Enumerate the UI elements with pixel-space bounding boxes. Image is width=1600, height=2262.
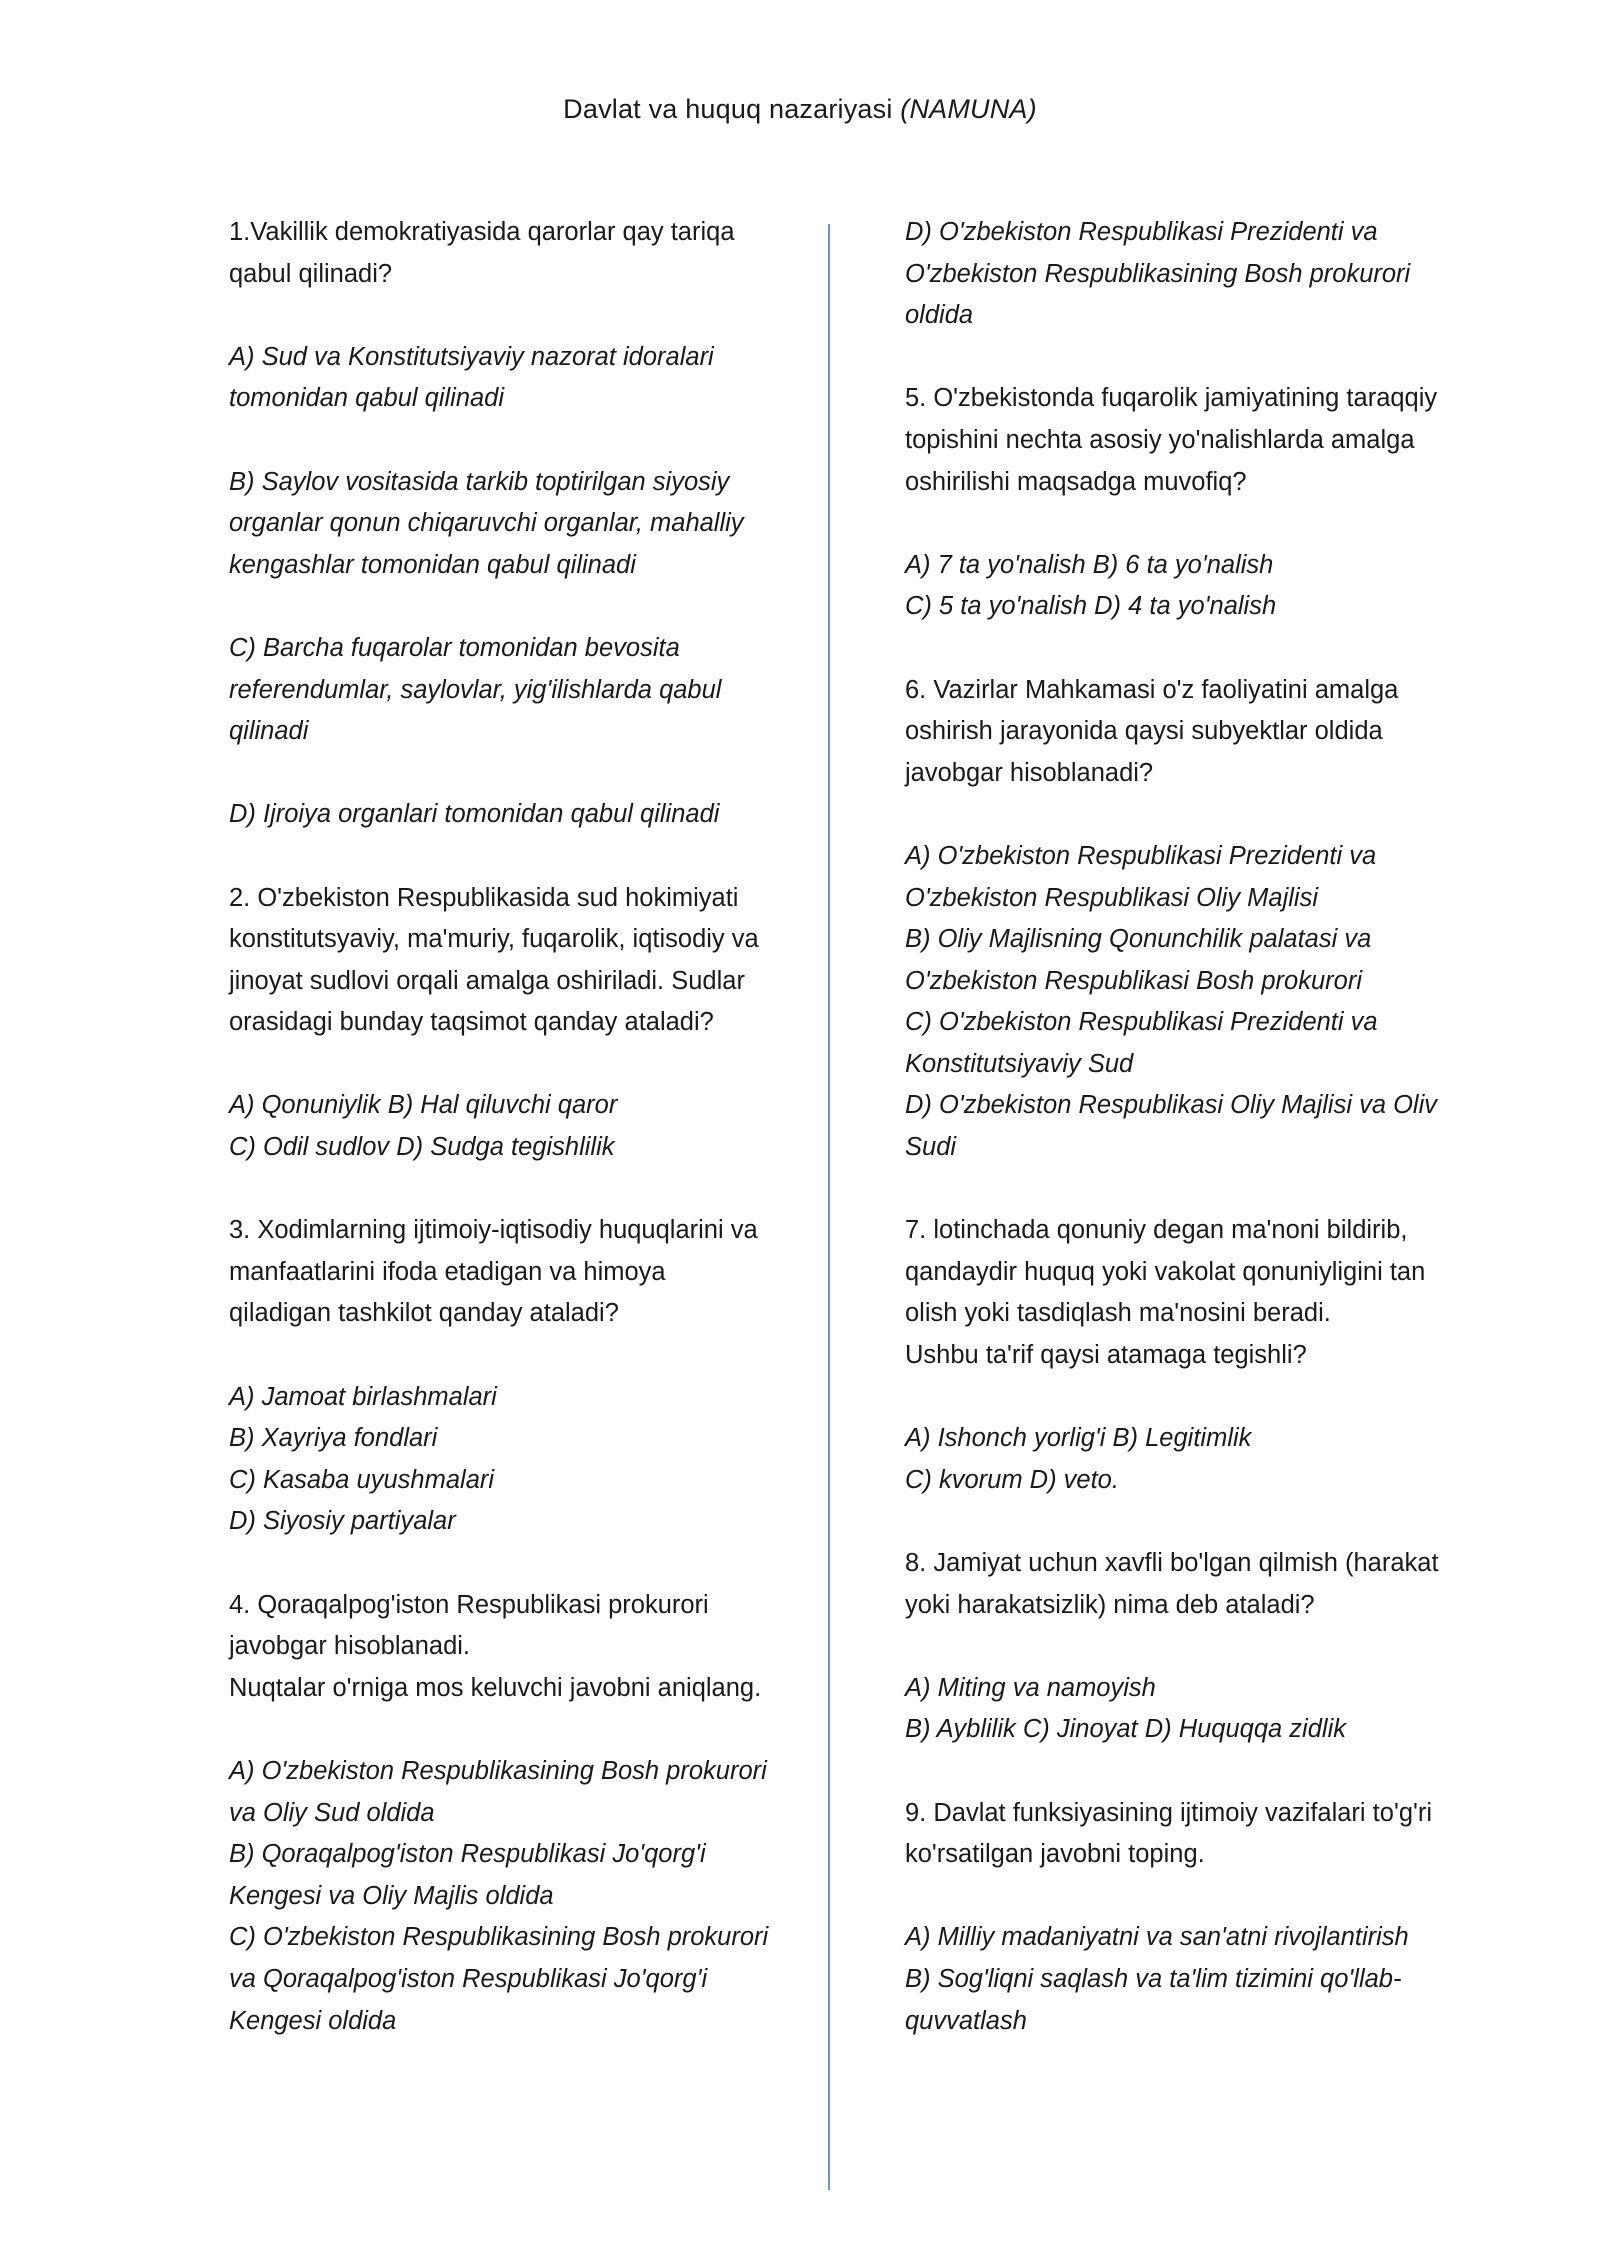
question-line: olish yoki tasdiqlash ma'nosini beradi. <box>905 1299 1331 1328</box>
option-line: oldida <box>905 301 974 330</box>
option-line: va Oliy Sud oldida <box>229 1798 435 1827</box>
option-line: qilinadi <box>229 717 309 746</box>
option-line: D) Siyosiy partiyalar <box>229 1507 456 1536</box>
left-column <box>229 212 829 2084</box>
option-line: C) O'zbekiston Respublikasining Bosh prokurori <box>229 1923 769 1952</box>
answer-options <box>905 1917 1515 2042</box>
question-line: javobgar hisoblanadi? <box>905 758 1154 787</box>
answer-options <box>229 1751 829 2042</box>
option-line: Kengesi oldida <box>229 2006 397 2035</box>
question-line: 9. Davlat funksiyasining ijtimoiy vazifalari to'g'ri <box>905 1798 1433 1827</box>
option-line: C) 5 ta yo'nalish D) 4 ta yo'nalish <box>905 592 1277 621</box>
question-line: 5. O'zbekistonda fuqarolik jamiyatining taraqqiy <box>905 384 1438 413</box>
question-line: 8. Jamiyat uchun xavfli bo'lgan qilmish (harakat <box>905 1549 1439 1577</box>
option-line: B) Xayriya fondlari <box>229 1424 438 1453</box>
answer-options <box>905 1418 1515 1501</box>
option-line: va Qoraqalpog'iston Respublikasi Jo'qorg'i <box>229 1964 708 1993</box>
answer-options <box>229 462 829 587</box>
option-line: B) Ayblilik C) Jinoyat D) Huquqqa zidlik <box>905 1715 1346 1744</box>
option-line: A) 7 ta yo'nalish B) 6 ta yo'nalish <box>905 550 1274 579</box>
question-text <box>905 1543 1515 1626</box>
question-text <box>229 1585 829 1710</box>
option-line: A) Miting va namoyish <box>905 1673 1156 1702</box>
question-line: qiladigan tashkilot qanday ataladi? <box>229 1299 619 1328</box>
right-column <box>905 212 1515 2084</box>
option-line: Sudi <box>905 1133 957 1162</box>
option-line: A) Qonuniylik B) Hal qiluvchi qaror <box>229 1091 618 1120</box>
question-text <box>229 212 829 295</box>
question-line: 7. lotinchada qonuniy degan ma'noni bildirib, <box>905 1216 1408 1245</box>
question-line: oshirish jarayonida qaysi subyektlar oldida <box>905 717 1383 746</box>
option-line: C) Kasaba uyushmalari <box>229 1465 495 1494</box>
option-line: A) Jamoat birlashmalari <box>229 1382 497 1411</box>
question-line: ko'rsatilgan javobni toping. <box>905 1840 1205 1869</box>
option-line: C) kvorum D) veto. <box>905 1465 1119 1494</box>
question-line: 4. Qoraqalpog'iston Respublikasi prokurori <box>229 1590 709 1619</box>
option-line: referendumlar, saylovlar, yig'ilishlarda qabul <box>229 675 722 704</box>
answer-options <box>229 337 829 420</box>
question-text <box>905 1210 1515 1376</box>
option-line: A) O'zbekiston Respublikasining Bosh prokurori <box>229 1756 767 1785</box>
question-text <box>905 378 1515 503</box>
answer-options <box>229 1085 829 1168</box>
question-line: jinoyat sudlovi orqali amalga oshiriladi. Sudlar <box>229 966 745 995</box>
column-divider <box>828 224 830 2190</box>
option-line: quvvatlash <box>905 2006 1027 2035</box>
document-title: Davlat va huquq nazariyasi <box>563 94 893 124</box>
option-line: O'zbekiston Respublikasi Oliy Majlisi <box>905 883 1319 912</box>
question-line: javobgar hisoblanadi. <box>229 1632 471 1661</box>
option-line: B) Qoraqalpog'iston Respublikasi Jo'qorg'i <box>229 1840 706 1869</box>
question-line: oshirilishi maqsadga muvofiq? <box>905 467 1247 496</box>
option-line: A) Milliy madaniyatni va san'atni rivojlantirish <box>905 1923 1409 1952</box>
question-line: 2. O'zbekiston Respublikasida sud hokimiyati <box>229 883 739 912</box>
answer-options <box>229 794 829 836</box>
answer-options <box>905 836 1515 1169</box>
option-line: C) Odil sudlov D) Sudga tegishlilik <box>229 1133 615 1162</box>
option-line: O'zbekiston Respublikasi Bosh prokurori <box>905 966 1362 995</box>
option-line: B) Saylov vositasida tarkib toptirilgan siyosiy <box>229 467 730 496</box>
question-line: 6. Vazirlar Mahkamasi o'z faoliyatini amalga <box>905 675 1399 704</box>
option-line: Kengesi va Oliy Majlis oldida <box>229 1881 554 1910</box>
option-line: C) O'zbekiston Respublikasi Prezidenti va <box>905 1008 1378 1037</box>
question-line: manfaatlarini ifoda etadigan va himoya <box>229 1257 666 1286</box>
question-text <box>229 878 829 1044</box>
question-line: konstitutsyaviy, ma'muriy, fuqarolik, iqtisodiy va <box>229 925 759 954</box>
option-line: tomonidan qabul qilinadi <box>229 384 505 413</box>
answer-options <box>905 1668 1515 1751</box>
option-line: O'zbekiston Respublikasining Bosh prokurori <box>905 259 1411 288</box>
question-line: 1.Vakillik demokratiyasida qarorlar qay tariqa <box>229 218 735 246</box>
question-line: yoki harakatsizlik) nima deb ataladi? <box>905 1590 1315 1619</box>
question-line: qandaydir huquq yoki vakolat qonuniyligini tan <box>905 1257 1426 1286</box>
answer-options <box>905 212 1515 337</box>
question-line: Nuqtalar o'rniga mos keluvchi javobni aniqlang. <box>229 1673 762 1702</box>
question-text <box>229 1210 829 1335</box>
option-line: D) Ijroiya organlari tomonidan qabul qilinadi <box>229 800 720 829</box>
question-text <box>905 1793 1515 1876</box>
question-line: orasidagi bunday taqsimot qanday ataladi? <box>229 1008 714 1037</box>
option-line: kengashlar tomonidan qabul qilinadi <box>229 550 636 579</box>
option-line: B) Oliy Majlisning Qonunchilik palatasi va <box>905 925 1372 954</box>
option-line: A) O'zbekiston Respublikasi Prezidenti va <box>905 841 1377 870</box>
option-line: D) O'zbekiston Respublikasi Oliy Majlisi va Oliv <box>905 1091 1438 1120</box>
page-header <box>0 94 1600 125</box>
option-line: C) Barcha fuqarolar tomonidan bevosita <box>229 633 680 662</box>
answer-options <box>905 545 1515 628</box>
answer-options <box>229 628 829 753</box>
document-tag: (NAMUNA) <box>900 94 1037 124</box>
option-line: A) Ishonch yorlig'i B) Legitimlik <box>905 1424 1252 1453</box>
question-text <box>905 670 1515 795</box>
option-line: organlar qonun chiqaruvchi organlar, mahalliy <box>229 509 744 538</box>
option-line: D) O'zbekiston Respublikasi Prezidenti va <box>905 218 1378 246</box>
question-line: qabul qilinadi? <box>229 259 393 288</box>
option-line: A) Sud va Konstitutsiyaviy nazorat idoralari <box>229 342 714 371</box>
question-line: Ushbu ta'rif qaysi atamaga tegishli? <box>905 1341 1307 1370</box>
answer-options <box>229 1377 829 1543</box>
question-line: 3. Xodimlarning ijtimoiy-iqtisodiy huquqlarini va <box>229 1216 758 1245</box>
option-line: Konstitutsiyaviy Sud <box>905 1049 1134 1078</box>
question-line: topishini nechta asosiy yo'nalishlarda amalga <box>905 425 1415 454</box>
option-line: B) Sog'liqni saqlash va ta'lim tizimini qo'llab- <box>905 1964 1402 1993</box>
